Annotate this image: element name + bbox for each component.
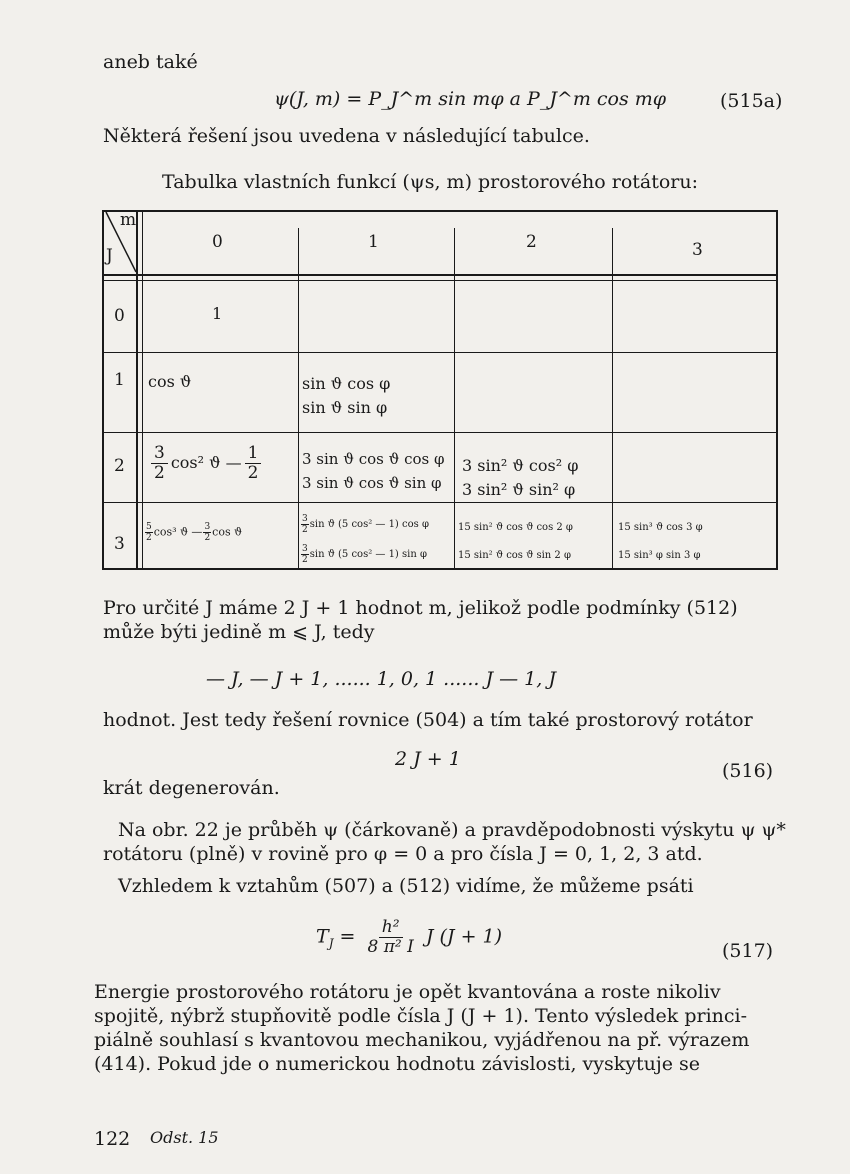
paragraph-5-line-3: piálně souhlasí s kvantovou mechanikou, vyjádřenou na př. výrazem [94, 1029, 750, 1051]
paragraph-3-line-1: Na obr. 22 je průběh ψ (čárkovaně) a pravděpodobnosti výskytu ψ ψ* [118, 819, 786, 841]
paragraph-3-line-2: rotátoru (plně) v rovině pro φ = 0 a pro čísla J = 0, 1, 2, 3 atd. [103, 843, 703, 865]
cell-r1-c0: cos ϑ [148, 372, 192, 391]
equation-516: 2 J + 1 [395, 748, 461, 770]
cell-r1-c1-a: sin ϑ cos φ [302, 374, 391, 393]
section-reference: Odst. 15 [150, 1128, 219, 1147]
cell-r3-c3-b: 15 sin³ φ sin 3 φ [618, 550, 701, 561]
cell-r1-c1-b: sin ϑ sin φ [302, 398, 388, 417]
corner-j-label: J [106, 246, 113, 266]
cell-r2-c0: $\frac{3}{2}$ cos² ϑ — $\frac{1}{2}$ [148, 444, 264, 483]
paragraph-5-line-4: (414). Pokud jde o numerickou hodnotu závislosti, vyskytuje se [94, 1053, 701, 1075]
paragraph-2-line-1: hodnot. Jest tedy řešení rovnice (504) a tím také prostorový rotátor [103, 709, 753, 731]
row-header-0: 0 [114, 306, 125, 326]
equation-values: — J, — J + 1, ...... 1, 0, 1 ...... J — 1, J [206, 668, 556, 690]
page-number: 122 [94, 1128, 131, 1150]
cell-r0-c0: 1 [212, 304, 223, 323]
intro-text: aneb také [103, 51, 198, 73]
paragraph-1-line-2: může býti jedině m ⩽ J, tedy [103, 621, 375, 643]
col-header-1: 1 [368, 232, 379, 252]
cell-r3-c2-b: 15 sin² ϑ cos ϑ sin 2 φ [458, 550, 571, 561]
equation-number-515a: (515a) [720, 90, 783, 112]
cell-r2-c2-a: 3 sin² ϑ cos² φ [462, 456, 579, 475]
equation-number-517: (517) [722, 940, 774, 962]
row-header-2: 2 [114, 456, 125, 476]
cell-r3-c3-a: 15 sin³ ϑ cos 3 φ [618, 522, 703, 533]
cell-r2-c2-b: 3 sin² ϑ sin² φ [462, 480, 576, 499]
col-header-2: 2 [526, 232, 537, 252]
paragraph-4-line-1: Vzhledem k vztahům (507) a (512) vidíme, že můžeme psáti [118, 875, 694, 897]
cell-r2-c1-a: 3 sin ϑ cos ϑ cos φ [302, 450, 445, 468]
equation-517: $T_J$ = $\frac{\text{h²}}{\text{8 π² I}}$ J (J + 1) [316, 917, 503, 957]
solutions-sentence: Některá řešení jsou uvedena v následující tabulce. [103, 125, 590, 147]
row-header-3: 3 [114, 534, 125, 554]
eigenfunction-table [102, 208, 778, 570]
equation-515a: ψ(J, m) = P_J^m sin mφ a P_J^m cos mφ [274, 88, 667, 110]
paragraph-5-line-1: Energie prostorového rotátoru je opět kvantována a roste nikoliv [94, 981, 721, 1003]
cell-r3-c1-a: $\frac{3}{2}$ sin ϑ (5 cos² — 1) cos φ [302, 514, 429, 535]
cell-r3-c0: $\frac{5}{2}$ cos³ ϑ — $\frac{3}{2}$ cos ϑ [146, 522, 242, 543]
paragraph-1-line-1: Pro určité J máme 2 J + 1 hodnot m, jelikož podle podmínky (512) [103, 597, 738, 619]
cell-r3-c1-b: $\frac{3}{2}$ sin ϑ (5 cos² — 1) sin φ [302, 544, 427, 565]
cell-r3-c2-a: 15 sin² ϑ cos ϑ cos 2 φ [458, 522, 573, 533]
cell-r2-c1-b: 3 sin ϑ cos ϑ sin φ [302, 474, 442, 492]
table-caption: Tabulka vlastních funkcí (ψs, m) prostorového rotátoru: [162, 171, 699, 193]
row-header-1: 1 [114, 370, 125, 390]
col-header-3: 3 [692, 240, 703, 260]
col-header-0: 0 [212, 232, 223, 252]
equation-number-516: (516) [722, 760, 774, 782]
paragraph-2-line-3: krát degenerován. [103, 777, 280, 799]
corner-m-label: m [120, 210, 137, 230]
paragraph-5-line-2: spojitě, nýbrž stupňovitě podle čísla J (J + 1). Tento výsledek princi- [94, 1005, 748, 1027]
